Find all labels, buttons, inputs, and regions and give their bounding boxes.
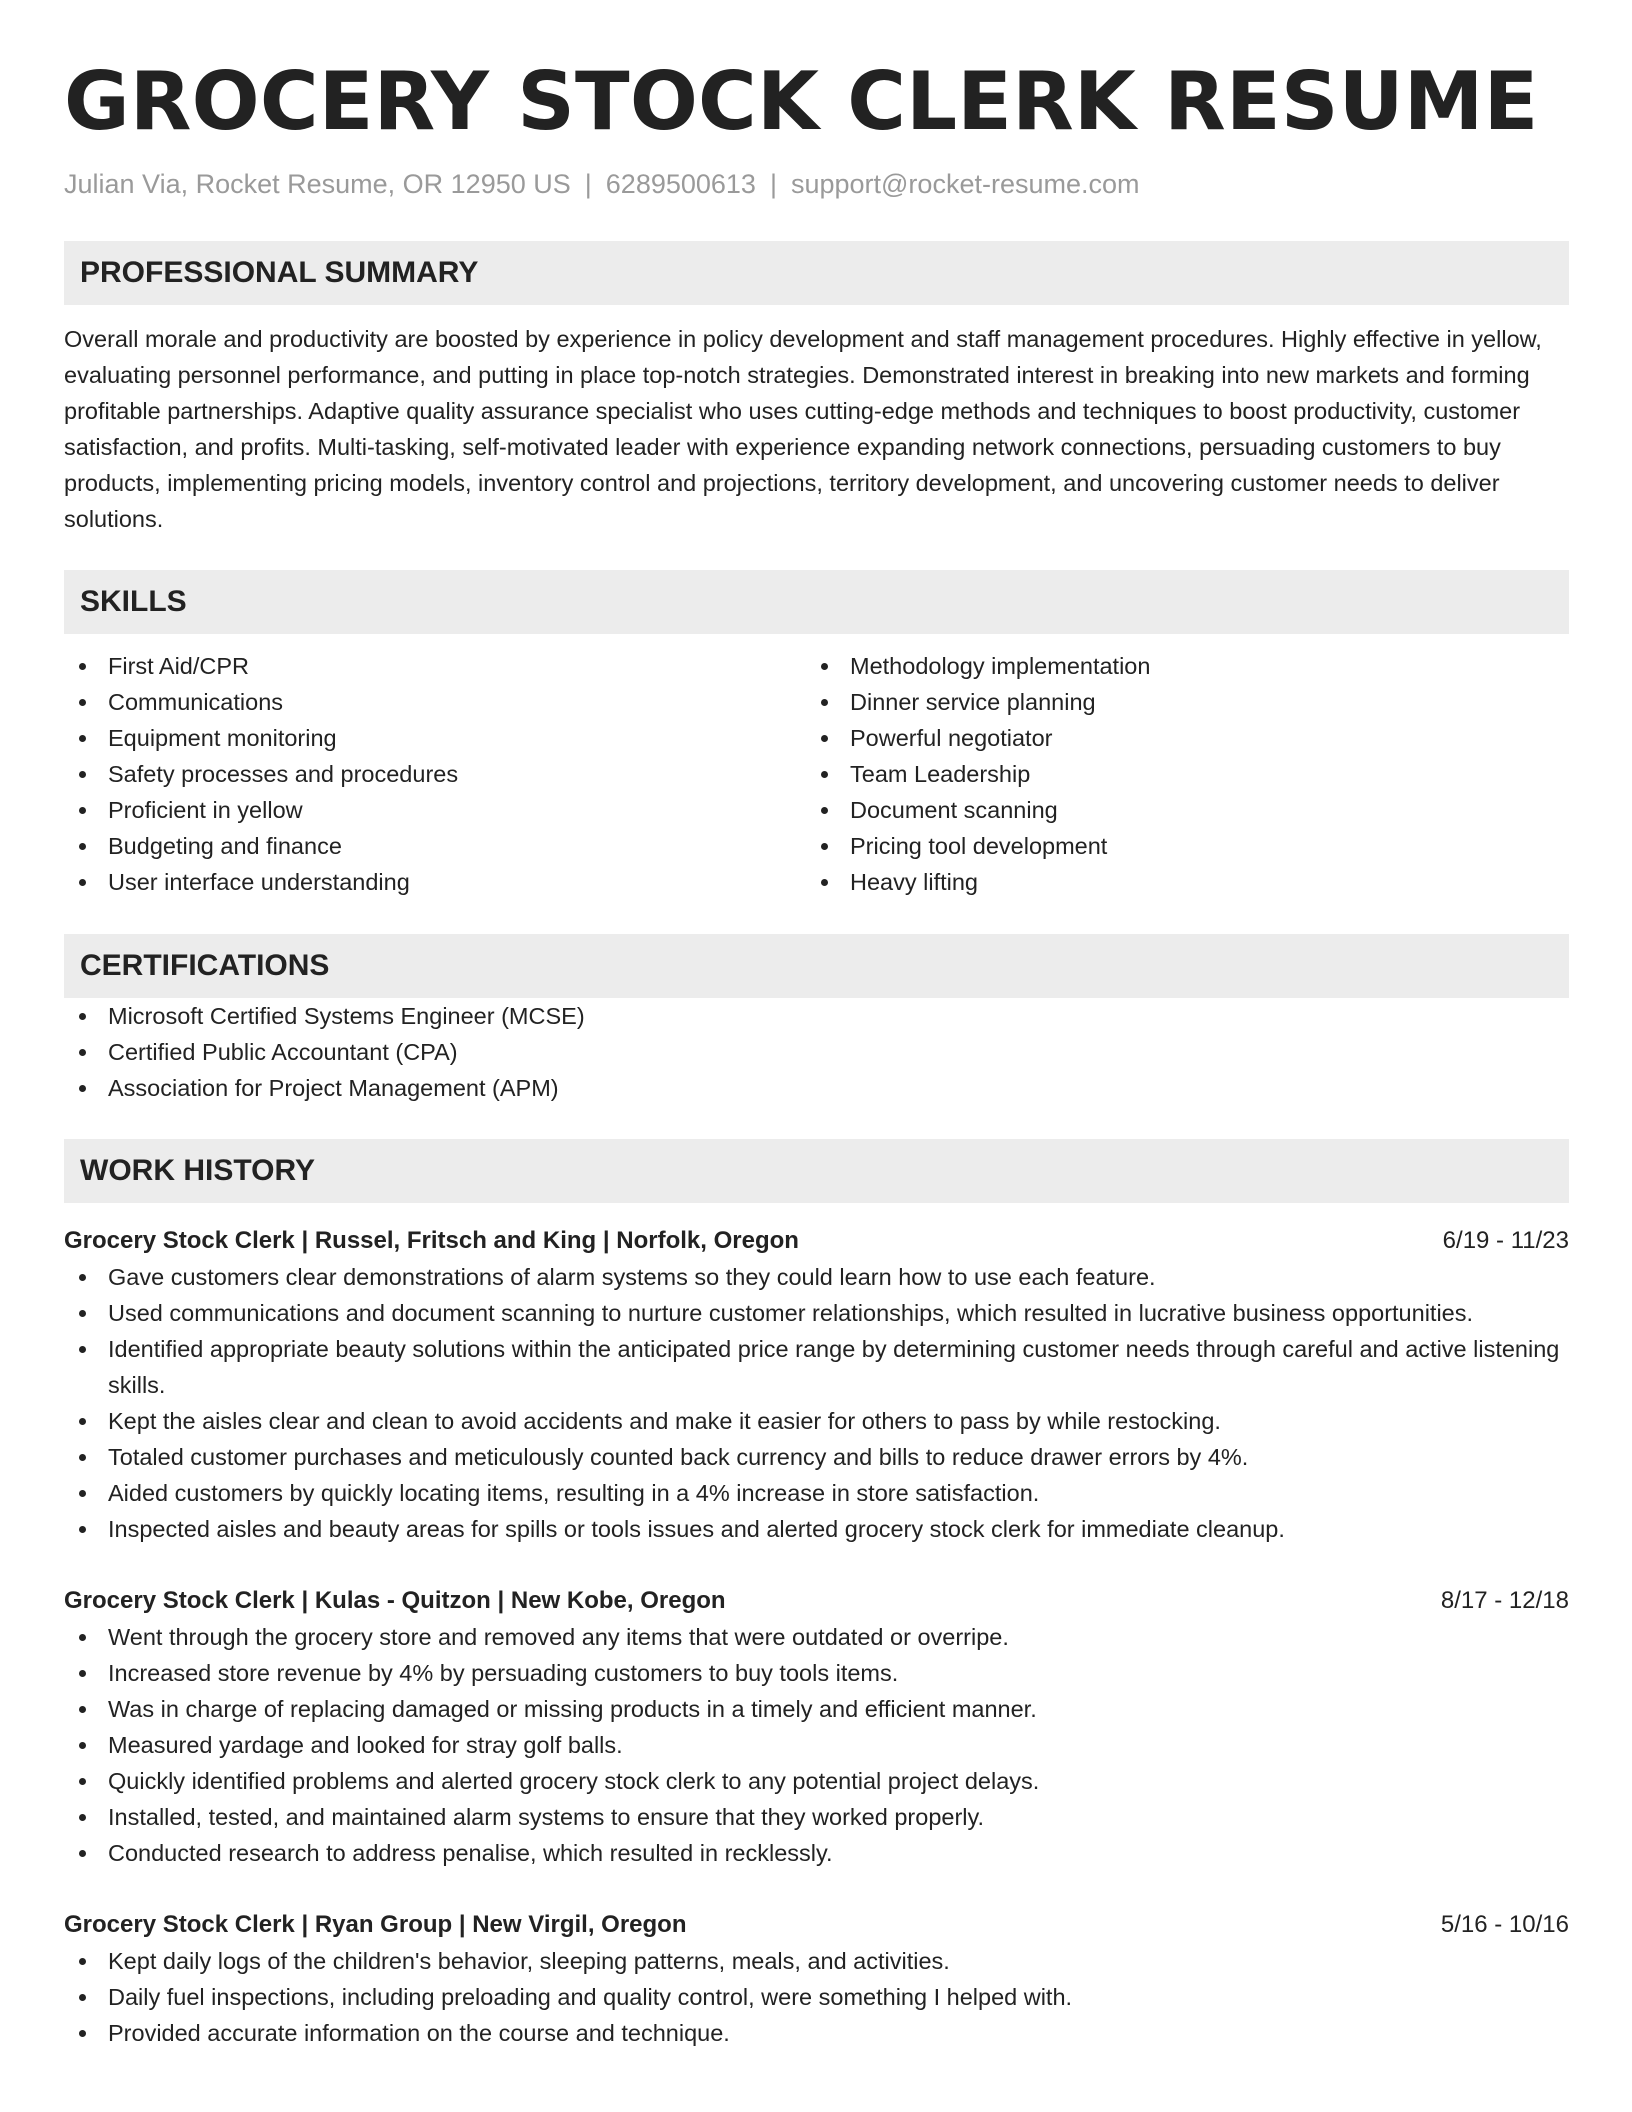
skill-item: Methodology implementation <box>806 648 1548 684</box>
skills-column-left <box>64 648 806 900</box>
contact-email: support@rocket-resume.com <box>790 169 1140 199</box>
job-header <box>64 1583 1569 1619</box>
job-bullet-list <box>64 1259 1569 1547</box>
job-bullet: Increased store revenue by 4% by persuading customers to buy tools items. <box>64 1655 1569 1691</box>
job-header <box>64 1907 1569 1943</box>
job-dates: 6/19 - 11/23 <box>1442 1227 1569 1254</box>
skill-item: Communications <box>64 684 806 720</box>
job-bullet: Measured yardage and looked for stray golf balls. <box>64 1727 1569 1763</box>
job-bullet: Installed, tested, and maintained alarm systems to ensure that they worked properly. <box>64 1799 1569 1835</box>
skill-item: Document scanning <box>806 792 1548 828</box>
job-bullet: Went through the grocery store and removed any items that were outdated or overripe. <box>64 1619 1569 1655</box>
job-entry <box>64 1583 1569 1871</box>
certifications-list <box>64 998 1569 1106</box>
certification-item: Association for Project Management (APM) <box>64 1070 1569 1106</box>
job-bullet-list <box>64 1943 1569 2051</box>
job-bullet: Inspected aisles and beauty areas for spills or tools issues and alerted grocery stock clerk for immediate cleanup. <box>64 1511 1569 1547</box>
contact-phone: 6289500613 <box>605 169 756 199</box>
job-bullet: Used communications and document scanning to nurture customer relationships, which resulted in lucrative business opportunities. <box>64 1295 1569 1331</box>
skill-item: Proficient in yellow <box>64 792 806 828</box>
job-bullet: Totaled customer purchases and meticulously counted back currency and bills to reduce drawer errors by 4%. <box>64 1439 1569 1475</box>
skill-item: User interface understanding <box>64 864 806 900</box>
skills-section <box>64 570 1569 900</box>
contact-address: Julian Via, Rocket Resume, OR 12950 US <box>64 169 571 199</box>
job-bullet-list <box>64 1619 1569 1871</box>
section-heading: PROFESSIONAL SUMMARY <box>64 241 1569 305</box>
job-title: Grocery Stock Clerk | Ryan Group | New Virgil, Oregon <box>64 1911 687 1938</box>
job-entry <box>64 1223 1569 1547</box>
certification-item: Certified Public Accountant (CPA) <box>64 1034 1569 1070</box>
professional-summary-section <box>64 241 1569 537</box>
job-bullet: Provided accurate information on the course and technique. <box>64 2015 1569 2051</box>
skill-item: Team Leadership <box>806 756 1548 792</box>
job-header <box>64 1223 1569 1259</box>
certifications-section <box>64 934 1569 1106</box>
job-dates: 5/16 - 10/16 <box>1440 1911 1569 1938</box>
skill-item: Heavy lifting <box>806 864 1548 900</box>
skill-item: Safety processes and procedures <box>64 756 806 792</box>
job-bullet: Aided customers by quickly locating items, resulting in a 4% increase in store satisfaction. <box>64 1475 1569 1511</box>
contact-line <box>64 166 1569 202</box>
section-heading: CERTIFICATIONS <box>64 934 1569 998</box>
skill-item: Pricing tool development <box>806 828 1548 864</box>
skill-item: First Aid/CPR <box>64 648 806 684</box>
skills-column-right <box>806 648 1548 900</box>
summary-text: Overall morale and productivity are boosted by experience in policy development and staff management procedures. Highly effective in yellow, evaluating personnel performance, and putting in place top-notch strategies. Demonstrated interest in breaking into new markets and forming profitable partnerships. Adaptive quality assurance specialist who uses cutting-edge methods and techniques to boost productivity, customer satisfaction, and profits. Multi-tasking, self-motivated leader with experience expanding network connections, persuading customers to buy products, implementing pricing models, inventory control and projections, territory development, and uncovering customer needs to deliver solutions. <box>64 326 1542 532</box>
skills-list <box>806 648 1548 900</box>
job-bullet: Identified appropriate beauty solutions within the anticipated price range by determining customer needs through careful and active listening skills. <box>64 1331 1569 1403</box>
work-history-section <box>64 1139 1569 2051</box>
job-dates: 8/17 - 12/18 <box>1440 1587 1569 1614</box>
job-bullet: Was in charge of replacing damaged or missing products in a timely and efficient manner. <box>64 1691 1569 1727</box>
certification-item: Microsoft Certified Systems Engineer (MCSE) <box>64 998 1569 1034</box>
job-title: Grocery Stock Clerk | Russel, Fritsch and King | Norfolk, Oregon <box>64 1227 799 1254</box>
skill-item: Budgeting and finance <box>64 828 806 864</box>
job-bullet: Gave customers clear demonstrations of alarm systems so they could learn how to use each feature. <box>64 1259 1569 1295</box>
job-entry <box>64 1907 1569 2051</box>
job-bullet: Kept the aisles clear and clean to avoid accidents and make it easier for others to pass by while restocking. <box>64 1403 1569 1439</box>
job-bullet: Quickly identified problems and alerted grocery stock clerk to any potential project delays. <box>64 1763 1569 1799</box>
contact-separator: | <box>769 169 777 199</box>
job-bullet: Daily fuel inspections, including preloading and quality control, were something I helped with. <box>64 1979 1569 2015</box>
job-bullet: Kept daily logs of the children's behavior, sleeping patterns, meals, and activities. <box>64 1943 1569 1979</box>
section-heading: SKILLS <box>64 570 1569 634</box>
skill-item: Dinner service planning <box>806 684 1548 720</box>
skills-list <box>64 648 806 900</box>
skill-item: Equipment monitoring <box>64 720 806 756</box>
resume-title: GROCERY STOCK CLERK RESUME <box>64 55 1539 148</box>
section-heading: WORK HISTORY <box>64 1139 1569 1203</box>
skills-columns <box>64 648 1569 900</box>
job-bullet: Conducted research to address penalise, which resulted in recklessly. <box>64 1835 1569 1871</box>
skill-item: Powerful negotiator <box>806 720 1548 756</box>
contact-separator: | <box>584 169 592 199</box>
job-title: Grocery Stock Clerk | Kulas - Quitzon | New Kobe, Oregon <box>64 1587 726 1614</box>
